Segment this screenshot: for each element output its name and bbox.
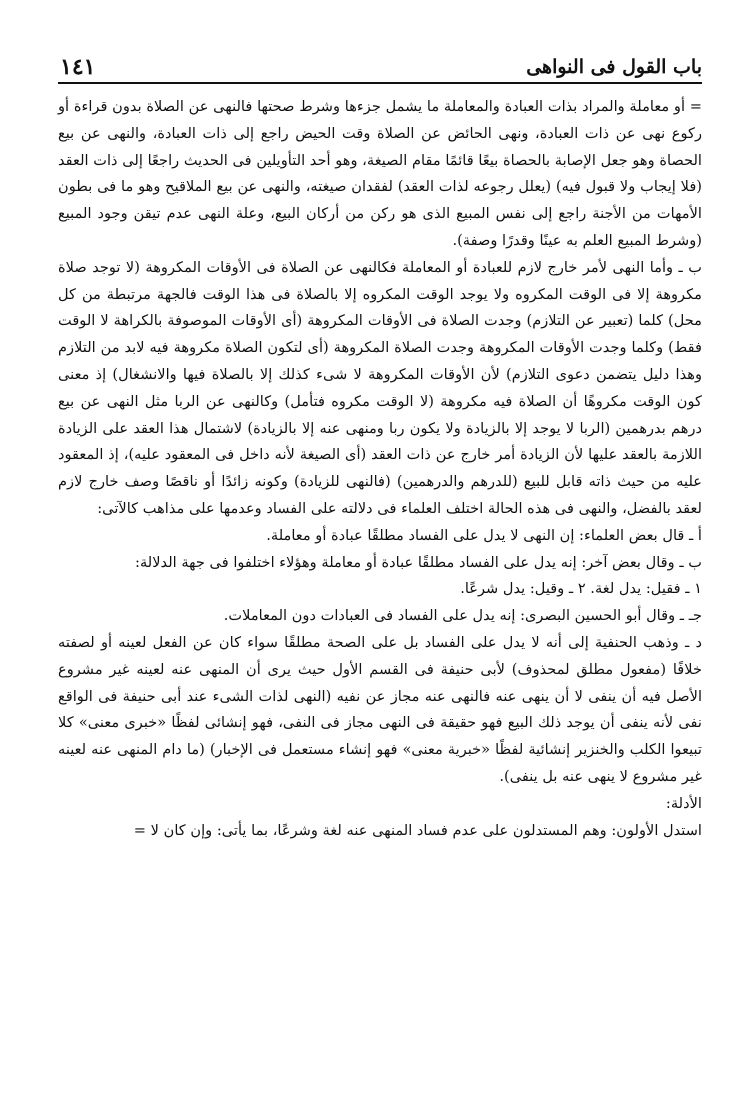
page-body	[58, 94, 702, 844]
evidence-heading: الأدلة:	[665, 794, 702, 812]
paragraph-continuation: = أو معاملة والمراد بذات العبادة والمعاملة ما يشمل جزءها وشرط صحتها فالنهى عن الصلاة بدون قراءة أو ركوع نهى عن ذات العبادة، ونهى الحائض عن الصلاة وقت الحيض راجع إلى ذات العبادة، والنهى عن بيع الحصاة وهو جعل الإصابة بالحصاة بيعًا قائمًا مقام الصيغة، وهو أحد التأويلين فى الحديث راجعًا إلى ذات العقد (فلا إيجاب ولا قبول فيه) (يعلل رجوعه لذات العقد) لفقدان صيغته، والنهى عن بيع الملاقيح وهو ما فى بطون الأمهات من الأجنة راجع إلى نفس المبيع الذى هو ركن من أركان البيع، وعلة النهى عدم تيقن وجود المبيع (وشرط المبيع العلم به عينًا وقدرًا وصفة).	[58, 98, 702, 249]
evidence-first: استدل الأولون: وهم المستدلون على عدم فساد المنهى عنه لغة وشرعًا، بما يأتى: وإن كان لا =	[133, 821, 702, 839]
chapter-title: باب القول فى النواهى	[526, 56, 702, 78]
page-number: ١٤١	[60, 54, 96, 80]
opinion-c: جـ ـ وقال أبو الحسين البصرى: إنه يدل على الفساد فى العبادات دون المعاملات.	[223, 607, 702, 625]
opinion-b-subpoints: ١ ـ فقيل: يدل لغة. ٢ ـ وقيل: يدل شرعًا.	[460, 580, 702, 598]
opinion-a: أ ـ قال بعض العلماء: إن النهى لا يدل على الفساد مطلقًا عبادة أو معاملة.	[266, 526, 702, 544]
page-header	[58, 46, 702, 84]
paragraph-b-inherent-external: ب ـ وأما النهى لأمر خارج لازم للعبادة أو المعاملة فكالنهى عن الصلاة فى الأوقات المكروهة (لا توجد صلاة مكروهة إلا فى الوقت المكروه ولا يوجد الوقت المكروه إلا بالصلاة فى هذا الوقت فالجهة مرتبطة من كل محل) كلما (تعبير عن التلازم) وجدت الصلاة فى الأوقات المكروهة (أى الأوقات الموصوفة بالكراهة لا الوقت فقط) وكلما وجدت الأوقات المكروهة وجدت الصلاة المكروهة (أى لتكون الصلاة مكروهة فيه لابد من التلازم وهذا دليل يتضمن دعوى التلازم) لأن الأوقات المكروهة لا شىء كذلك إلا بالصلاة فيها والانشغال) إذ معنى كون الوقت مكروهًا أن الصلاة فيه مكروهة (لا الوقت مكروه فتأمل) وكالنهى عن الربا مثل النهى عن بيع درهم بدرهمين (الربا لا يوجد إلا بالزيادة ولا يكون ربا ومنهى عنه إلا بالزيادة) لاشتمال هذا العقد على الزيادة اللازمة بالعقد عليها لأن الزيادة أمر خارج عن ذات العقد (أى الصيغة لأنه داخل فى المعقود عليه)، إذ المعقود عليه من حيث ذاته قابل للبيع (للدرهم والدرهمين) (فالنهى للزيادة) وكونه زائدًا أو ناقصًا وصف خارج لازم لعقد بالفضل، والنهى فى هذه الحالة اختلف العلماء فى دلالته على الفساد وعدمها على مذاهب كالآتى:	[58, 258, 702, 517]
opinion-b: ب ـ وقال بعض آخر: إنه يدل على الفساد مطلقًا عبادة أو معاملة وهؤلاء اختلفوا فى جهة الدلالة:	[135, 553, 702, 571]
opinion-d: د ـ وذهب الحنفية إلى أنه لا يدل على الفساد بل على الصحة مطلقًا سواء كان عن الفعل لعينه أو لصفته خلافًا (مفعول مطلق لمحذوف) لأبى حنيفة فى القسم الأول حيث يرى أن المنهى عنه لعينه غير مشروع الأصل فيه أن ينفى لا أن ينهى عنه فالنهى عنه مجاز عن نفيه (النهى لذات الشىء عند أبى حنيفة فى الواقع نفى لأنه ينفى أن يوجد ذلك البيع فهو حقيقة فى النهى مجاز فى النفى، فهو إنشائى لفظًا «خبرى معنى» كلا تبيعوا الكلب والخنزير إنشائية لفظًا «خبرية معنى» فهو إنشاء مستعمل فى الإخبار) (ما دام المنهى عنه لعينه غير مشروع لا ينهى عنه بل ينفى).	[58, 633, 702, 785]
